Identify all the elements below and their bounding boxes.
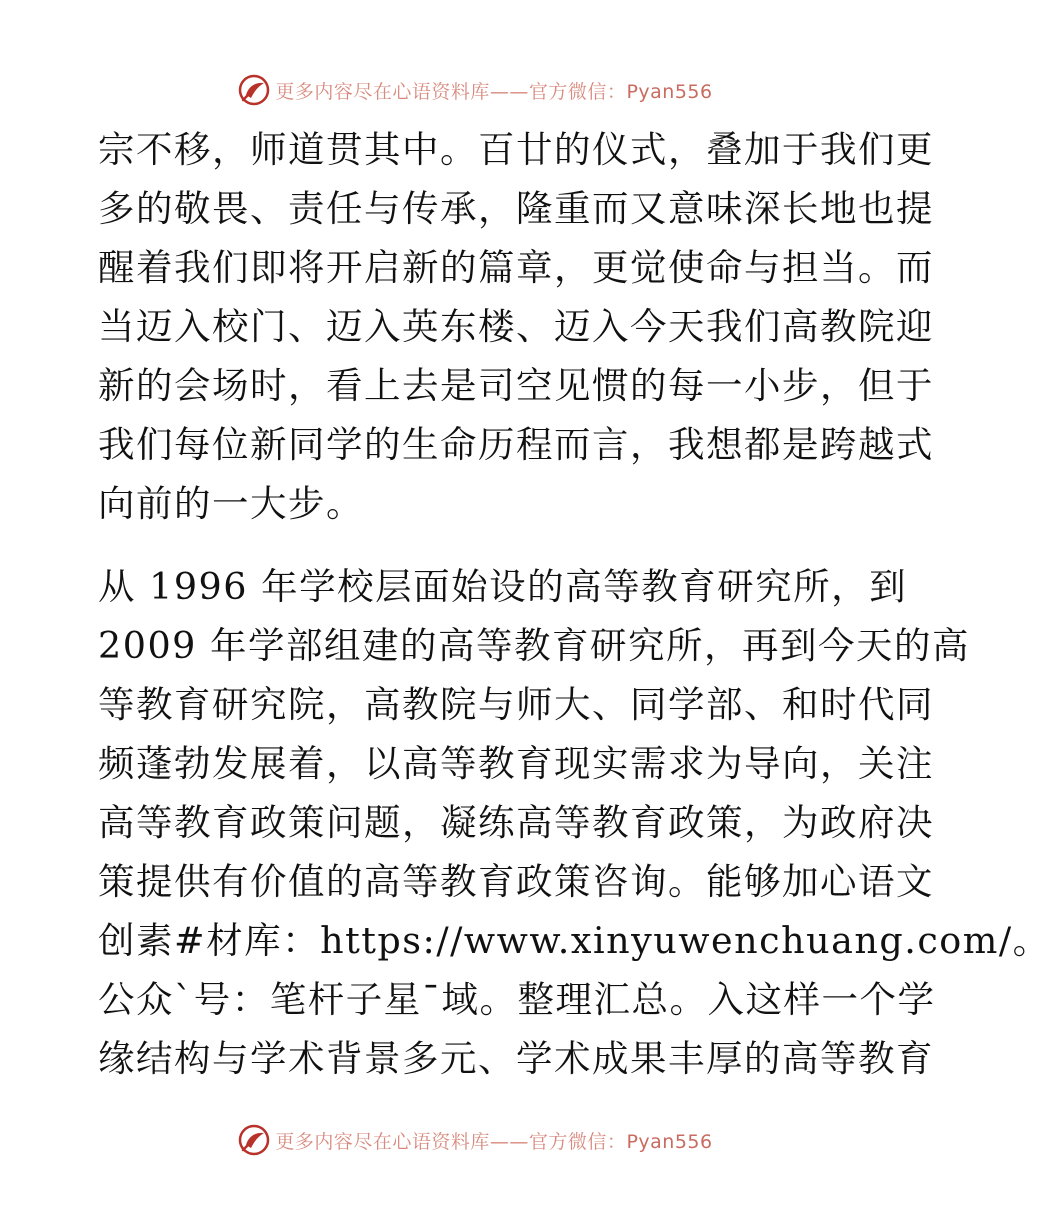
paragraph xyxy=(98,120,934,533)
document-body xyxy=(98,120,1051,1088)
text-line: 2009 年学部组建的高等教育研究所，再到今天的高 xyxy=(98,624,970,667)
header-wechat-id: Pyan556 xyxy=(626,80,713,103)
text-line: 新的会场时，看上去是司空见惯的每一小步，但于 xyxy=(98,364,934,407)
footer-wechat-label: 官方微信： xyxy=(528,1130,627,1153)
brand-logo-icon xyxy=(237,73,271,107)
text-line: 宗不移，师道贯其中。百廿的仪式，叠加于我们更 xyxy=(98,128,934,171)
text-line: 从 1996 年学校层面始设的高等教育研究所，到 xyxy=(98,565,908,608)
header-wechat-label: 官方微信： xyxy=(528,80,627,103)
footer-banner-separator: —— xyxy=(489,1130,529,1153)
header-banner-title: 更多内容尽在心语资料库 xyxy=(275,80,490,103)
text-line: 创素#材库：https://www.xinyuwenchuang.com/。 xyxy=(98,919,1051,962)
text-line: 缘结构与学术背景多元、学术成果丰厚的高等教育 xyxy=(98,1037,934,1080)
header-banner xyxy=(0,68,950,112)
text-line: 公众`号：笔杆子星¯域。整理汇总。入这样一个学 xyxy=(98,978,936,1021)
text-line: 当迈入校门、迈入英东楼、迈入今天我们高教院迎 xyxy=(98,305,934,348)
footer-banner-title: 更多内容尽在心语资料库 xyxy=(275,1130,490,1153)
text-line: 等教育研究院，高教院与师大、同学部、和时代同 xyxy=(98,683,934,726)
footer-wechat-id: Pyan556 xyxy=(626,1130,713,1153)
text-line: 醒着我们即将开启新的篇章，更觉使命与担当。而 xyxy=(98,246,934,289)
header-banner-separator: —— xyxy=(489,80,529,103)
footer-banner xyxy=(0,1118,950,1162)
text-line: 高等教育政策问题，凝练高等教育政策，为政府决 xyxy=(98,801,934,844)
text-line: 策提供有价值的高等教育政策咨询。能够加心语文 xyxy=(98,860,934,903)
text-line: 多的敬畏、责任与传承，隆重而又意味深长地也提 xyxy=(98,187,934,230)
text-line: 频蓬勃发展着，以高等教育现实需求为导向，关注 xyxy=(98,742,934,785)
brand-logo-icon xyxy=(237,1123,271,1157)
paragraph-spacer xyxy=(98,533,858,557)
text-line: 我们每位新同学的生命历程而言，我想都是跨越式 xyxy=(98,423,934,466)
text-line: 向前的一大步。 xyxy=(98,482,364,525)
paragraph xyxy=(98,557,1051,1088)
